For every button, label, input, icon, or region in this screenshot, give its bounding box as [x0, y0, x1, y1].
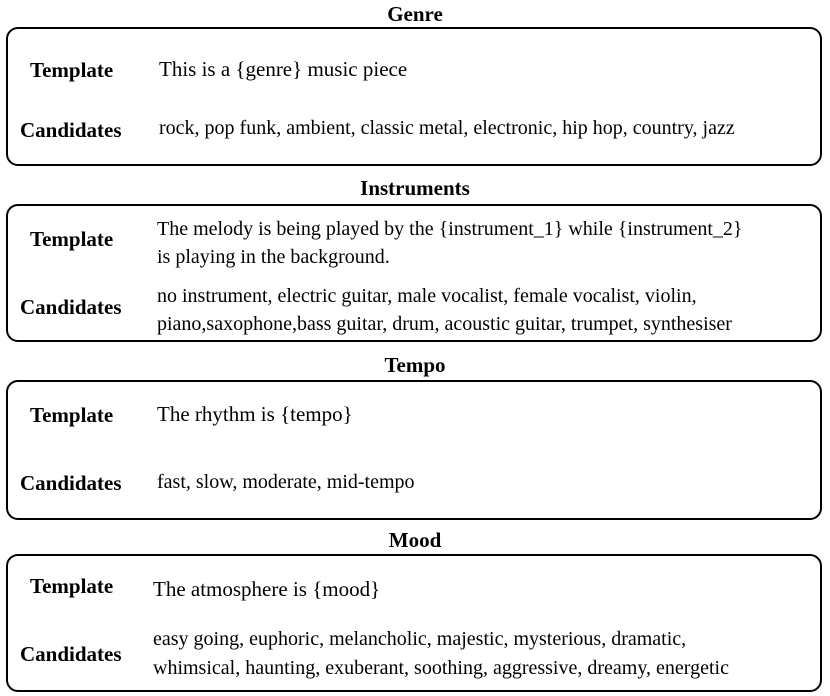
instruments-candidates-line-1: no instrument, electric guitar, male vocalist, female vocalist, violin, [157, 285, 697, 307]
tempo-template-text: The rhythm is {tempo} [157, 402, 353, 426]
tempo-candidates-text: fast, slow, moderate, mid-tempo [157, 471, 415, 493]
instruments-template-label: Template [30, 227, 114, 251]
mood-candidates-line-2: whimsical, haunting, exuberant, soothing, aggressive, dreamy, energetic [153, 657, 729, 679]
instruments-box [6, 204, 822, 342]
mood-candidates-line-1: easy going, euphoric, melancholic, majestic, mysterious, dramatic, [153, 628, 687, 650]
mood-candidates-label: Candidates [20, 642, 122, 666]
instruments-section-title: Instruments [360, 176, 470, 200]
instruments-candidates-label: Candidates [20, 295, 122, 319]
instruments-template-line-1: The melody is being played by the {instrument_1} while {instrument_2} [157, 218, 743, 240]
tempo-candidates-label: Candidates [20, 471, 122, 495]
mood-template-text: The atmosphere is {mood} [153, 577, 381, 601]
genre-template-label: Template [30, 58, 114, 82]
tempo-box [6, 380, 822, 520]
tempo-template-label: Template [30, 403, 114, 427]
mood-box [6, 554, 822, 692]
tempo-section-title: Tempo [384, 353, 446, 377]
instruments-template-line-2: is playing in the background. [157, 246, 390, 268]
mood-template-label: Template [30, 574, 114, 598]
instruments-candidates-line-2: piano,saxophone,bass guitar, drum, acoustic guitar, trumpet, synthesiser [157, 313, 732, 335]
genre-section-title: Genre [387, 2, 443, 26]
genre-candidates-label: Candidates [20, 118, 122, 142]
genre-box [6, 27, 822, 166]
genre-template-text: This is a {genre} music piece [159, 57, 408, 81]
mood-section-title: Mood [388, 528, 442, 552]
genre-candidates-text: rock, pop funk, ambient, classic metal, electronic, hip hop, country, jazz [159, 117, 735, 139]
